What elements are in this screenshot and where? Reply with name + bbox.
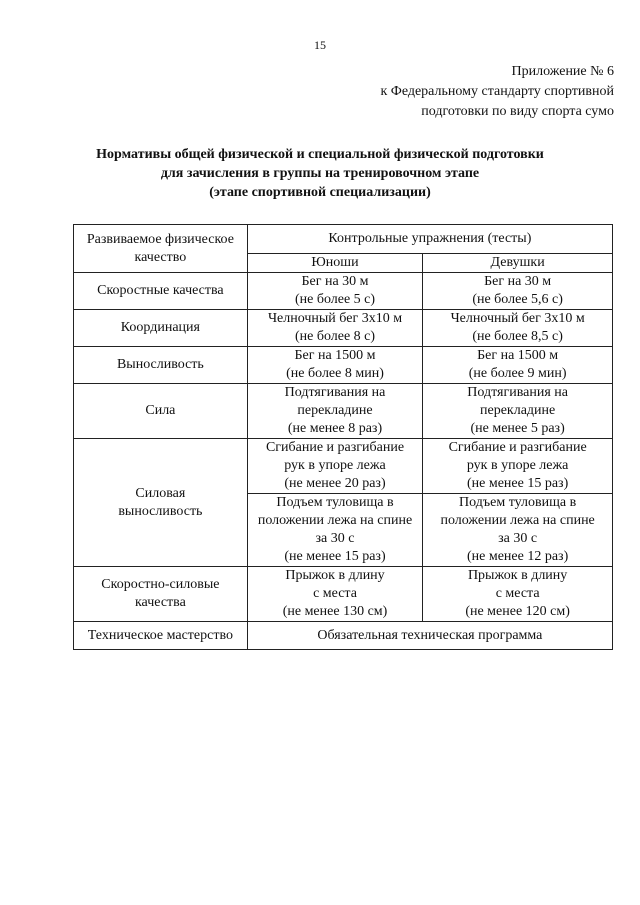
title-line: Нормативы общей физической и специальной физической подготовки [96, 147, 544, 162]
cell-line: Подъем туловища в [276, 495, 394, 510]
cell-line: (не более 5,6 с) [472, 292, 563, 307]
cell-line: Сила [145, 403, 176, 418]
cell-line: Координация [120, 320, 200, 335]
boys-cell [247, 273, 422, 310]
program-cell: Обязательная техническая программа [247, 622, 612, 650]
cell-line: Челночный бег 3х10 м [267, 311, 403, 326]
cell-line: (не менее 8 раз) [287, 421, 383, 436]
cell-line: (не более 5 с) [294, 292, 376, 307]
boys-cell [247, 310, 422, 347]
cell-line: (не менее 15 раз) [284, 549, 386, 564]
cell-line: Челночный бег 3х10 м [450, 311, 585, 326]
boys-cell [247, 567, 422, 622]
quality-cell [74, 439, 248, 567]
appendix-line: подготовки по виду спорта сумо [421, 104, 614, 119]
quality-cell [74, 347, 248, 384]
cell-line: положении лежа на спине [257, 513, 413, 528]
quality-cell [74, 384, 248, 439]
table-row [74, 567, 613, 622]
table-header-row [74, 225, 613, 254]
cell-line: Выносливость [116, 357, 204, 372]
quality-cell [74, 310, 248, 347]
cell-line: Бег на 1500 м [294, 348, 376, 363]
cell-line: за 30 с [315, 531, 355, 546]
cell-line: рук в упоре лежа [284, 458, 386, 473]
cell-line: Бег на 30 м [301, 274, 369, 289]
girls-cell [423, 384, 613, 439]
cell-line: Прыжок в длину [285, 568, 385, 583]
cell-line: Подъем туловища в [459, 495, 577, 510]
cell-line: с места [313, 586, 357, 601]
cell-line: Подтягивания на [284, 385, 386, 400]
girls-cell [423, 494, 613, 567]
cell-line: Силовая [135, 485, 186, 501]
girls-cell [423, 310, 613, 347]
title-line: (этапе спортивной специализации) [209, 185, 431, 200]
cell-line: (не менее 5 раз) [470, 421, 565, 436]
table-row [74, 384, 613, 439]
girls-cell [423, 567, 613, 622]
cell-line: Скоростные качества [97, 283, 224, 298]
cell-line: (не более 9 мин) [468, 366, 567, 381]
header-boys-cell: Юноши [247, 254, 422, 273]
cell-line: Техническое мастерство [87, 627, 233, 643]
cell-line: перекладине [297, 403, 373, 418]
quality-cell [74, 273, 248, 310]
quality-cell [74, 567, 248, 622]
cell-line: качество [134, 249, 187, 265]
table-row [74, 347, 613, 384]
cell-line: Скоростно-силовые [101, 577, 220, 592]
cell-line: Сгибание и разгибание [448, 440, 587, 455]
table-row [74, 439, 613, 494]
appendix-line: Приложение № 6 [511, 64, 614, 79]
cell-line: качества [134, 595, 186, 610]
header-tests-cell: Контрольные упражнения (тесты) [247, 225, 612, 254]
cell-line: Развиваемое физическое [86, 231, 234, 247]
table-row [74, 273, 613, 310]
girls-cell [423, 347, 613, 384]
cell-line: за 30 с [498, 531, 538, 546]
quality-cell [74, 622, 248, 650]
title-line: для зачисления в группы на тренировочном этапе [160, 166, 480, 181]
cell-line: рук в упоре лежа [466, 458, 569, 473]
table-row [74, 310, 613, 347]
header-quality-cell [74, 225, 248, 273]
cell-line: Подтягивания на [467, 385, 568, 400]
cell-line: Прыжок в длину [467, 568, 568, 583]
boys-cell [247, 494, 422, 567]
appendix-reference [380, 62, 614, 122]
cell-line: Бег на 30 м [484, 274, 552, 289]
appendix-line: к Федеральному стандарту спортивной [380, 84, 614, 99]
cell-line: (не более 8,5 с) [472, 329, 563, 344]
cell-line: (не менее 120 см) [465, 604, 570, 619]
norms-table [73, 224, 613, 650]
cell-line: выносливость [118, 503, 203, 519]
cell-line: положении лежа на спине [440, 513, 595, 528]
document-title [0, 145, 640, 202]
page-number: 15 [314, 38, 326, 52]
cell-line: (не менее 130 см) [282, 604, 388, 619]
boys-cell [247, 439, 422, 494]
cell-line: (не менее 20 раз) [284, 476, 386, 491]
cell-line: (не более 8 с) [294, 329, 376, 344]
cell-line: (не более 8 мин) [286, 366, 384, 381]
cell-line: (не менее 15 раз) [466, 476, 569, 491]
cell-line: перекладине [480, 403, 556, 418]
cell-line: (не менее 12 раз) [466, 549, 569, 564]
cell-line: Сгибание и разгибание [265, 440, 405, 455]
boys-cell [247, 384, 422, 439]
girls-cell [423, 439, 613, 494]
cell-line: Бег на 1500 м [477, 348, 559, 363]
girls-cell [423, 273, 613, 310]
boys-cell [247, 347, 422, 384]
table-row [74, 622, 613, 650]
cell-line: с места [495, 586, 540, 601]
header-girls-cell: Девушки [423, 254, 613, 273]
